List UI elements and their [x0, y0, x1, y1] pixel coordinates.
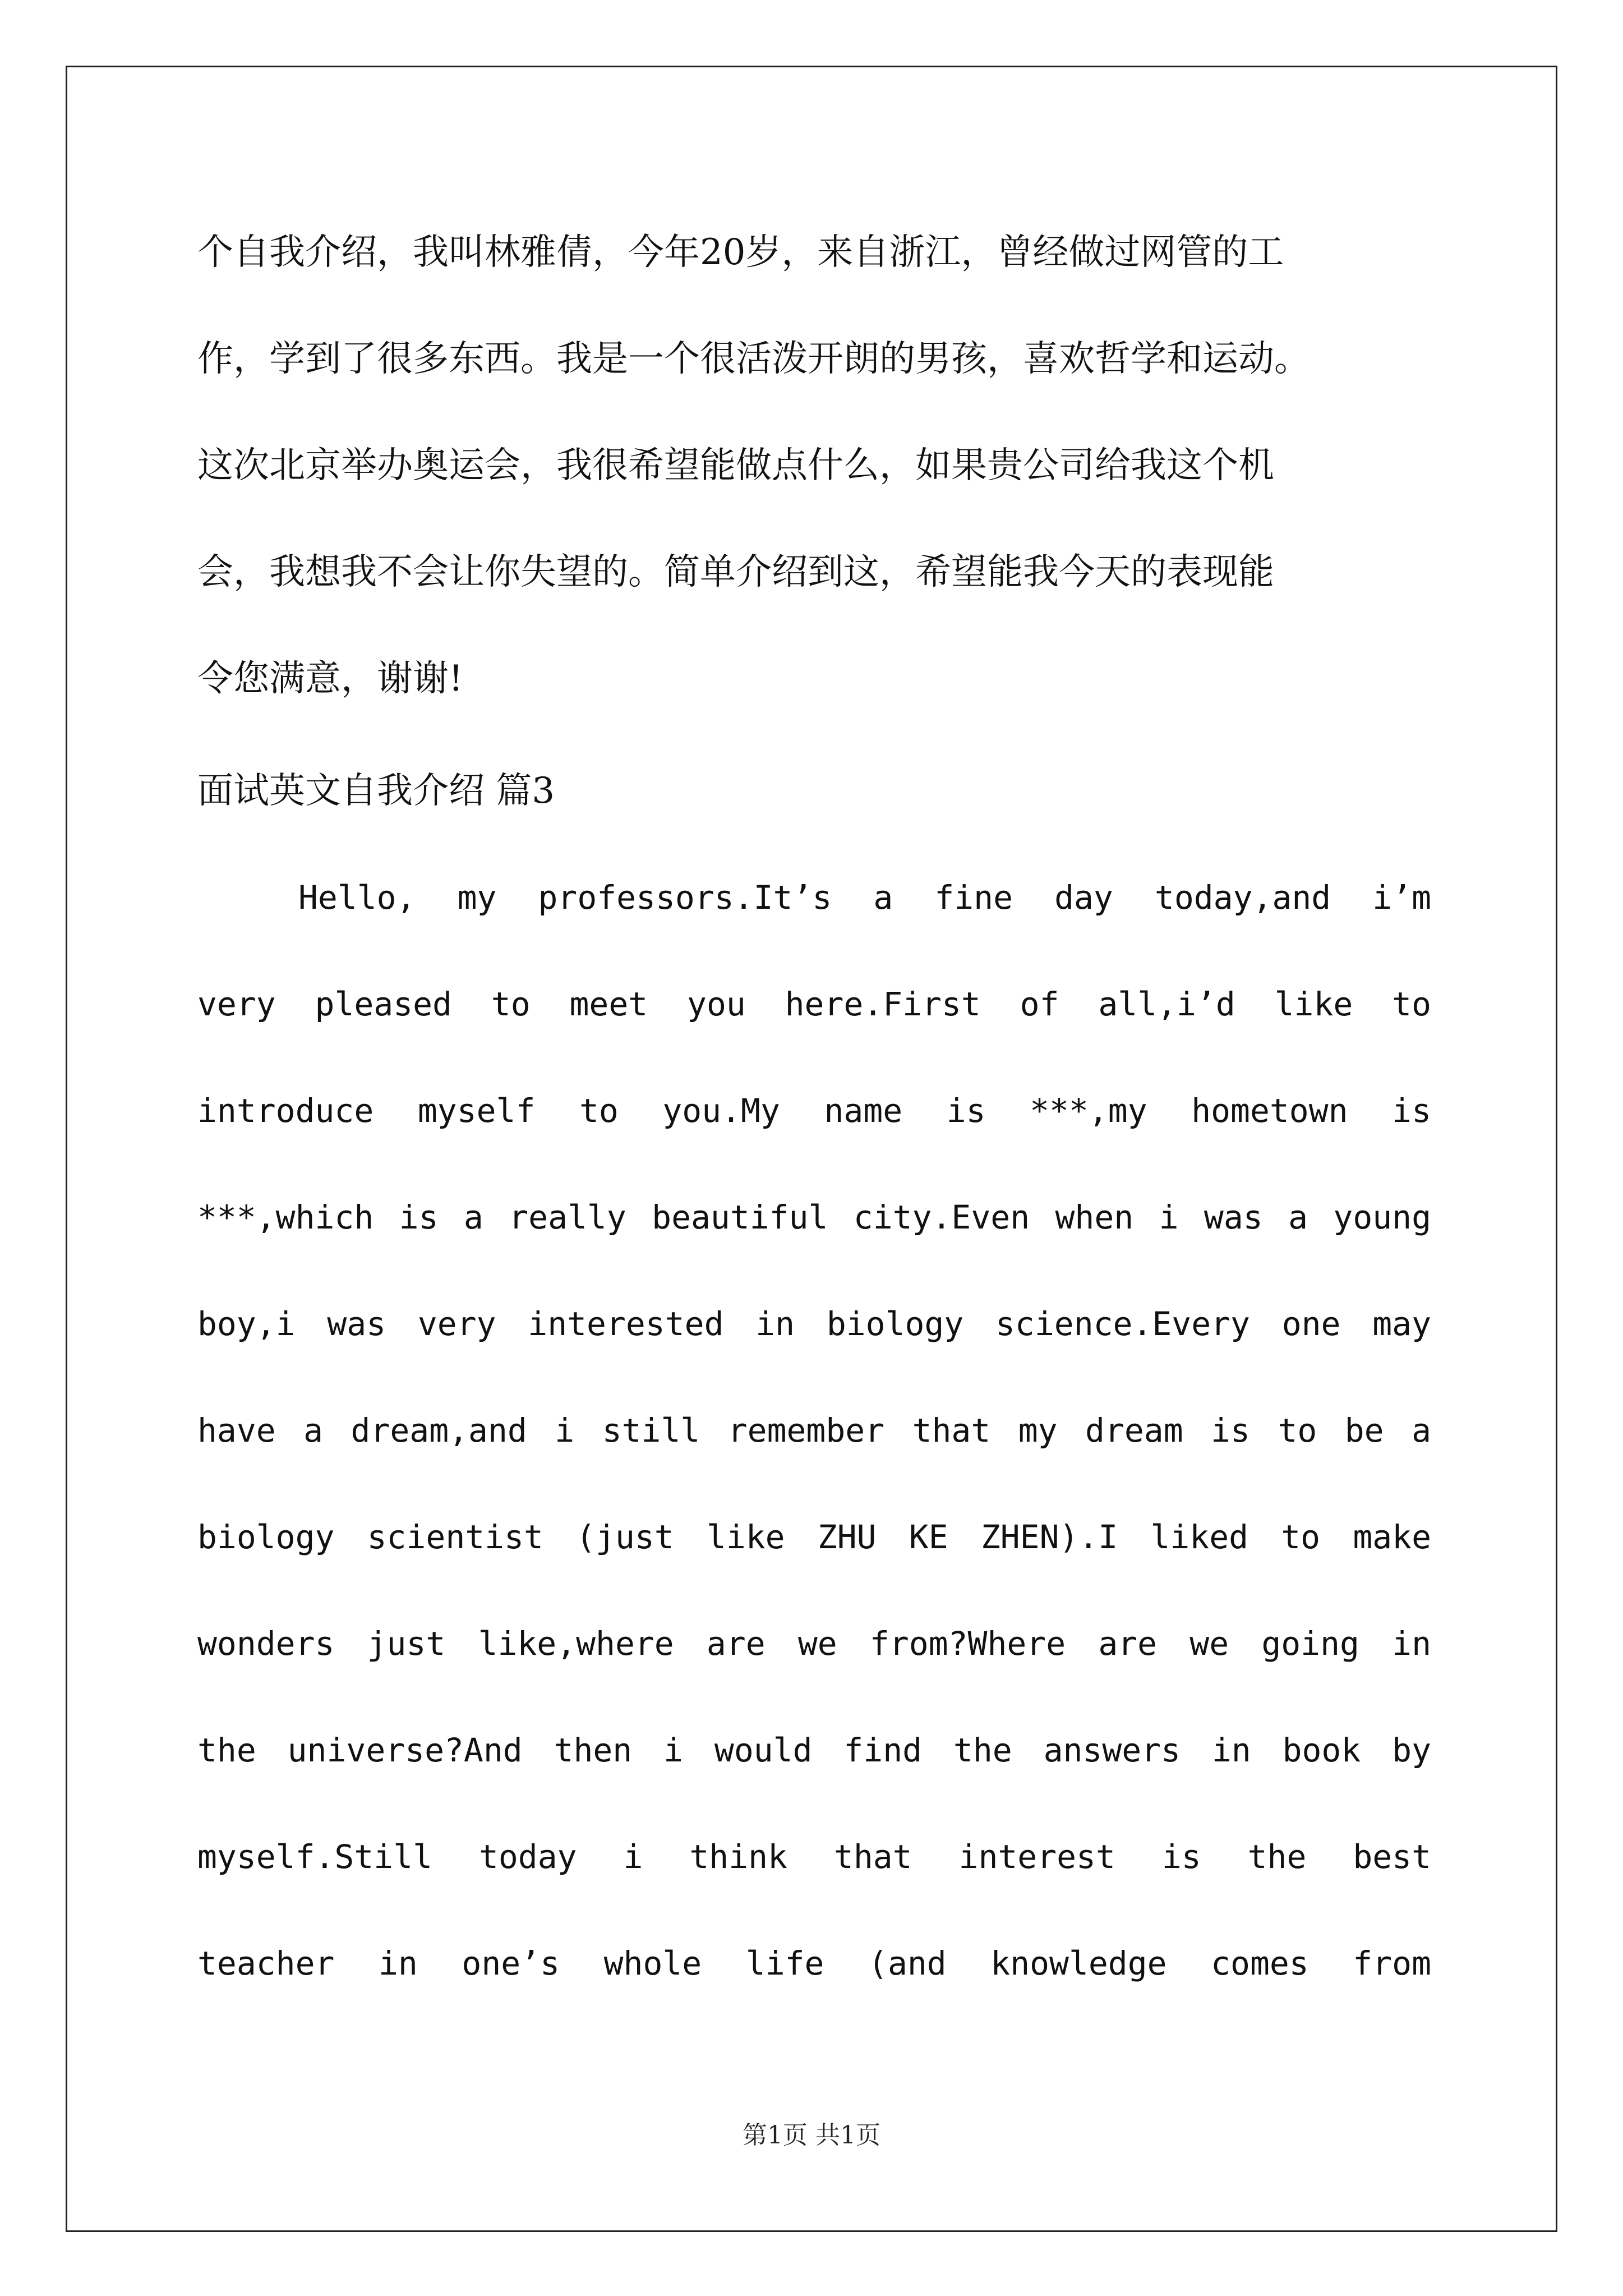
chinese-line: 作，学到了很多东西。我是一个很活泼开朗的男孩，喜欢哲学和运动。 — [197, 338, 1310, 380]
chinese-line: 这次北京举办奥运会，我很希望能做点什么，如果贵公司给我这个机 — [197, 445, 1274, 486]
chinese-line: 个自我介绍，我叫林雅倩，今年20岁，来自浙江，曾经做过网管的工 — [197, 232, 1284, 273]
chinese-line: 令您满意，谢谢! — [197, 658, 463, 700]
chinese-paragraph — [197, 199, 1431, 732]
english-line: introduce myself to you.My name is ***,my hometown is — [197, 1092, 1431, 1130]
english-line: teacher in one’s whole life (and knowledge comes from — [197, 1944, 1431, 1982]
english-line: the universe?And then i would find the answers in book by — [197, 1731, 1431, 1769]
english-line: Hello, my professors.It’s a fine day today,and i’m — [298, 878, 1431, 917]
page-footer: 第1页 共1页 — [743, 2121, 880, 2150]
english-line: wonders just like,where are we from?Where are we going in — [197, 1625, 1431, 1663]
chinese-line: 会，我想我不会让你失望的。简单介绍到这，希望能我今天的表现能 — [197, 551, 1274, 593]
section-heading: 面试英文自我介绍 篇3 — [197, 770, 555, 812]
english-line: boy,i was very interested in biology science.Every one may — [197, 1305, 1431, 1343]
english-line: very pleased to meet you here.First of all,i’d like to — [197, 985, 1431, 1023]
english-line: have a dream,and i still remember that my dream is to be a — [197, 1411, 1431, 1450]
english-paragraph — [197, 844, 1431, 2017]
english-line: myself.Still today i think that interest is the best — [197, 1838, 1431, 1876]
english-line: biology scientist (just like ZHU KE ZHEN).I liked to make — [197, 1518, 1431, 1556]
english-line: ***,which is a really beautiful city.Even when i was a young — [197, 1198, 1431, 1236]
